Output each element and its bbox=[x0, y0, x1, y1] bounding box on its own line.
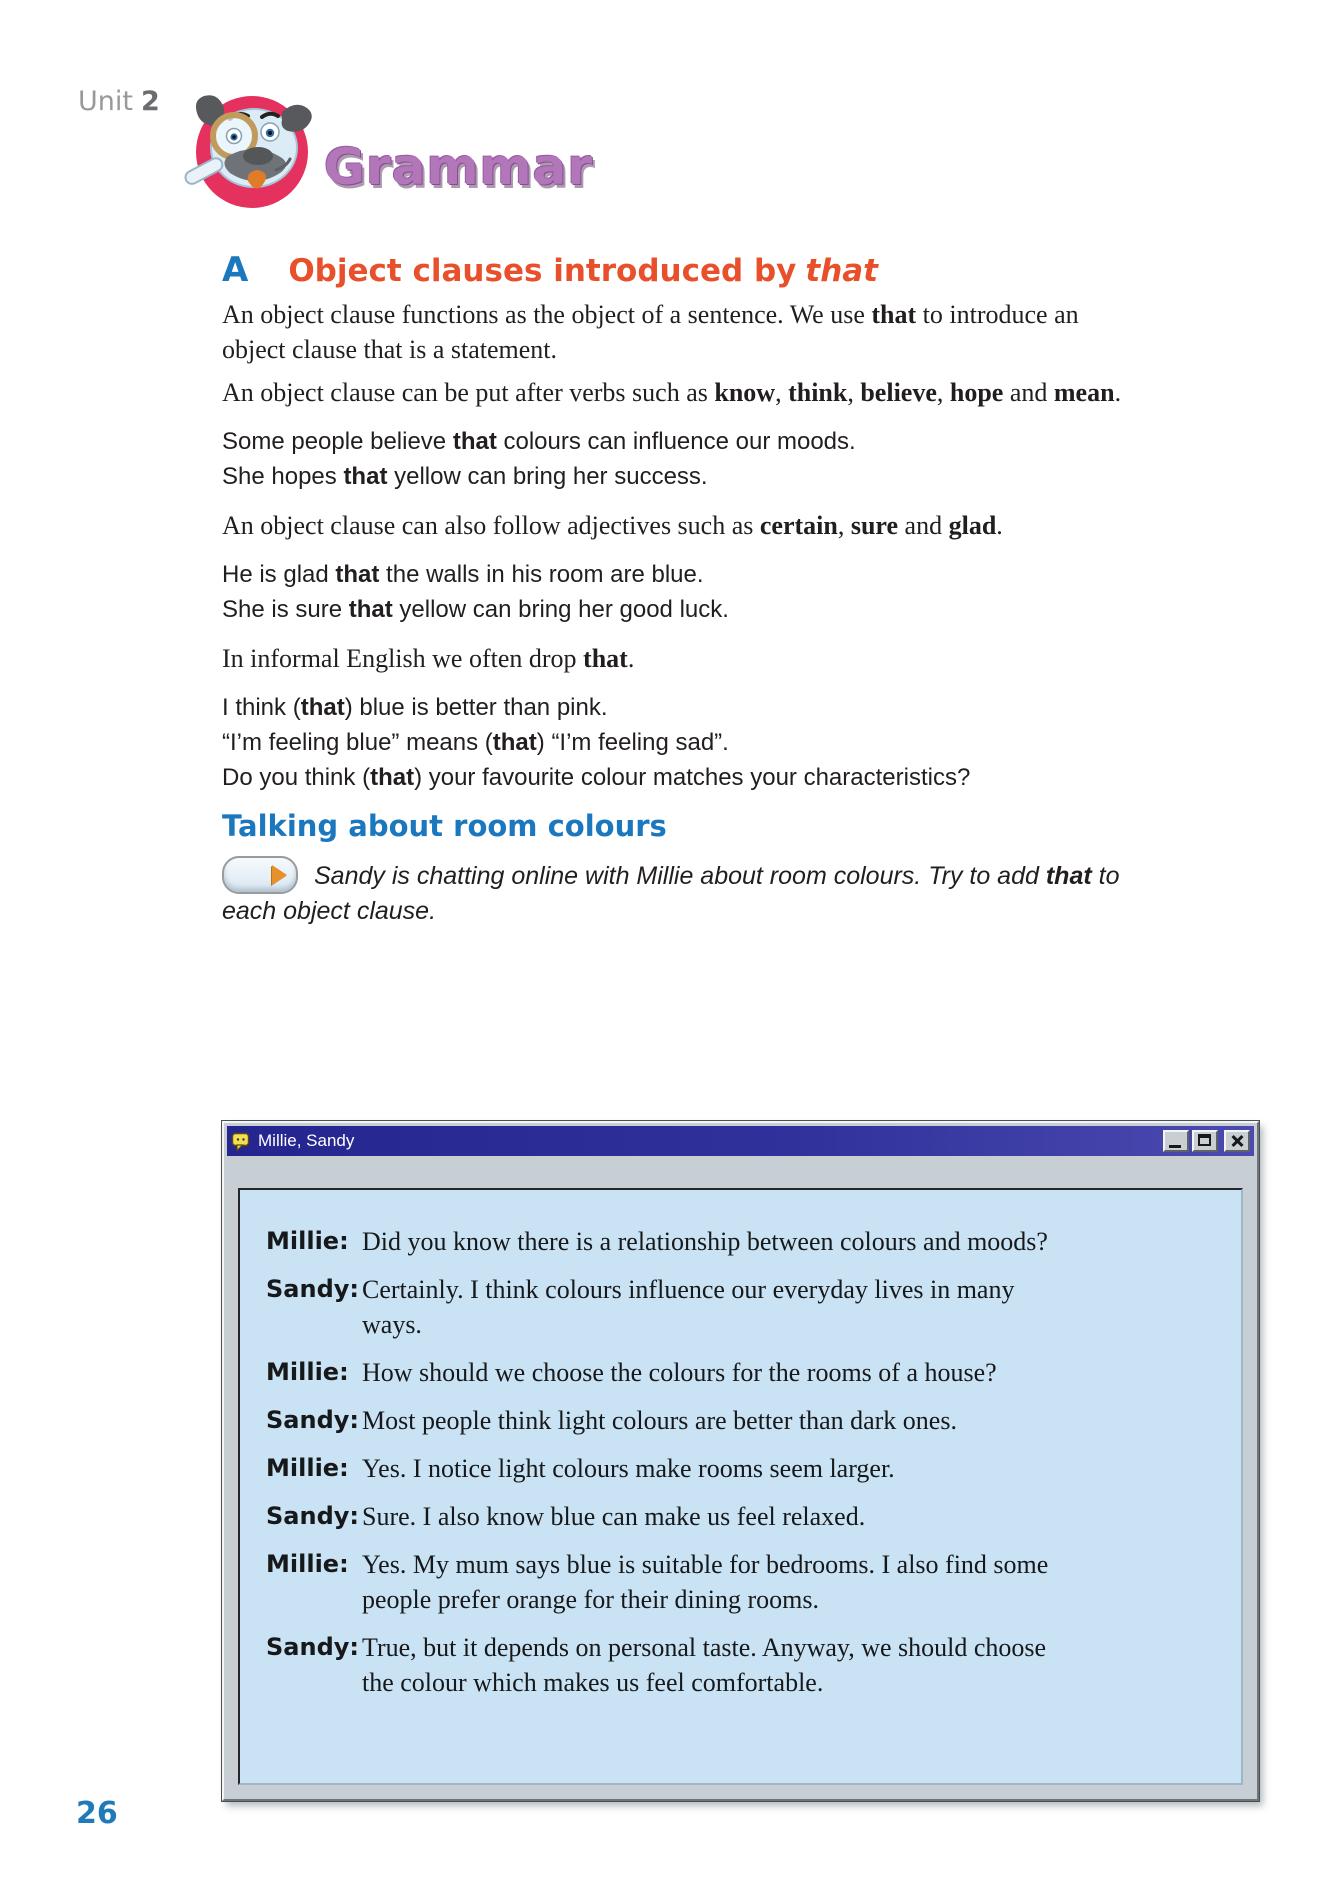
activity-instruction bbox=[222, 859, 1152, 929]
chat-text: Yes. I notice light colours make rooms seem larger. bbox=[362, 1454, 895, 1484]
close-icon bbox=[1226, 1132, 1248, 1150]
chat-window-titlebar[interactable] bbox=[227, 1126, 1254, 1156]
chat-text: Certainly. I think colours influence our everyday lives in many ways. bbox=[362, 1275, 1015, 1340]
section-letter: A bbox=[222, 250, 249, 290]
chat-message bbox=[266, 1630, 1223, 1700]
page-number: 26 bbox=[76, 1796, 118, 1831]
chat-message bbox=[266, 1499, 1223, 1534]
instruction-text: Sandy is chatting online with Millie about room colours. Try to add that to each object clause. bbox=[222, 862, 1120, 926]
chat-speaker: Millie: bbox=[266, 1358, 349, 1387]
chat-message bbox=[266, 1355, 1223, 1390]
chat-message-list bbox=[238, 1188, 1243, 1785]
grammar-blocks bbox=[222, 297, 1127, 795]
chat-text: Most people think light colours are better than dark ones. bbox=[362, 1406, 957, 1436]
grammar-paragraph: An object clause can be put after verbs such as know, think, believe, hope and mean. bbox=[222, 378, 1122, 407]
chat-message bbox=[266, 1224, 1223, 1259]
unit-number: 2 bbox=[140, 86, 160, 117]
section-title-emphasis: that bbox=[805, 253, 879, 289]
grammar-paragraph: “I’m feeling blue” means (that) “I’m feeling sad”. bbox=[222, 729, 729, 756]
minimize-icon bbox=[1169, 1145, 1181, 1148]
chat-text: Sure. I also know blue can make us feel relaxed. bbox=[362, 1502, 866, 1532]
section-a-heading bbox=[222, 250, 1262, 291]
main-content bbox=[222, 250, 1262, 1801]
minimize-button[interactable] bbox=[1163, 1130, 1189, 1152]
maximize-icon bbox=[1198, 1134, 1211, 1146]
grammar-paragraph: He is glad that the walls in his room are blue. bbox=[222, 561, 704, 588]
chat-text: Did you know there is a relationship between colours and moods? bbox=[362, 1227, 1048, 1257]
maximize-button[interactable] bbox=[1192, 1130, 1218, 1152]
chat-text: Yes. My mum says blue is suitable for bedrooms. I also find some people prefer orange for their dining rooms. bbox=[362, 1550, 1049, 1615]
chat-text: True, but it depends on personal taste. Anyway, we should choose the colour which makes us feel comfortable. bbox=[362, 1633, 1047, 1698]
grammar-paragraph: An object clause can also follow adjectives such as certain, sure and glad. bbox=[222, 511, 1003, 540]
grammar-mascot-logo bbox=[168, 88, 326, 227]
chat-message bbox=[266, 1403, 1223, 1438]
page-title: Grammar bbox=[324, 138, 594, 196]
dog-with-magnifying-glass-icon bbox=[168, 88, 326, 222]
grammar-paragraph: An object clause functions as the object of a sentence. We use that to introduce an object clause that is a statement. bbox=[222, 300, 1079, 364]
section-title-text: Object clauses introduced by bbox=[288, 253, 797, 289]
chat-speaker: Sandy: bbox=[266, 1633, 359, 1662]
chat-speaker: Sandy: bbox=[266, 1406, 359, 1435]
chat-speaker: Millie: bbox=[266, 1454, 349, 1483]
chat-message bbox=[266, 1272, 1223, 1342]
chat-bubble-icon bbox=[231, 1131, 251, 1151]
chat-speaker: Sandy: bbox=[266, 1275, 359, 1304]
chat-message bbox=[266, 1451, 1223, 1486]
grammar-paragraph: In informal English we often drop that. bbox=[222, 644, 635, 673]
chat-speaker: Millie: bbox=[266, 1550, 349, 1579]
chat-speaker: Sandy: bbox=[266, 1502, 359, 1531]
section-title bbox=[288, 251, 878, 291]
unit-word: Unit bbox=[78, 86, 133, 117]
chat-window bbox=[222, 1121, 1259, 1801]
chat-speaker: Millie: bbox=[266, 1227, 349, 1256]
close-button[interactable] bbox=[1224, 1130, 1250, 1152]
grammar-paragraph: Do you think (that) your favourite colour matches your characteristics? bbox=[222, 764, 971, 791]
chat-message bbox=[266, 1547, 1223, 1617]
audio-play-button[interactable] bbox=[222, 856, 298, 894]
grammar-paragraph: She is sure that yellow can bring her good luck. bbox=[222, 596, 729, 623]
activity-heading: Talking about room colours bbox=[222, 809, 667, 843]
unit-label bbox=[78, 86, 160, 117]
chat-text: How should we choose the colours for the rooms of a house? bbox=[362, 1358, 997, 1388]
grammar-paragraph: Some people believe that colours can influence our moods. bbox=[222, 428, 856, 455]
grammar-paragraph: She hopes that yellow can bring her success. bbox=[222, 463, 708, 490]
chat-window-title: Millie, Sandy bbox=[258, 1131, 355, 1151]
grammar-paragraph: I think (that) blue is better than pink. bbox=[222, 694, 608, 721]
play-icon bbox=[272, 865, 287, 885]
